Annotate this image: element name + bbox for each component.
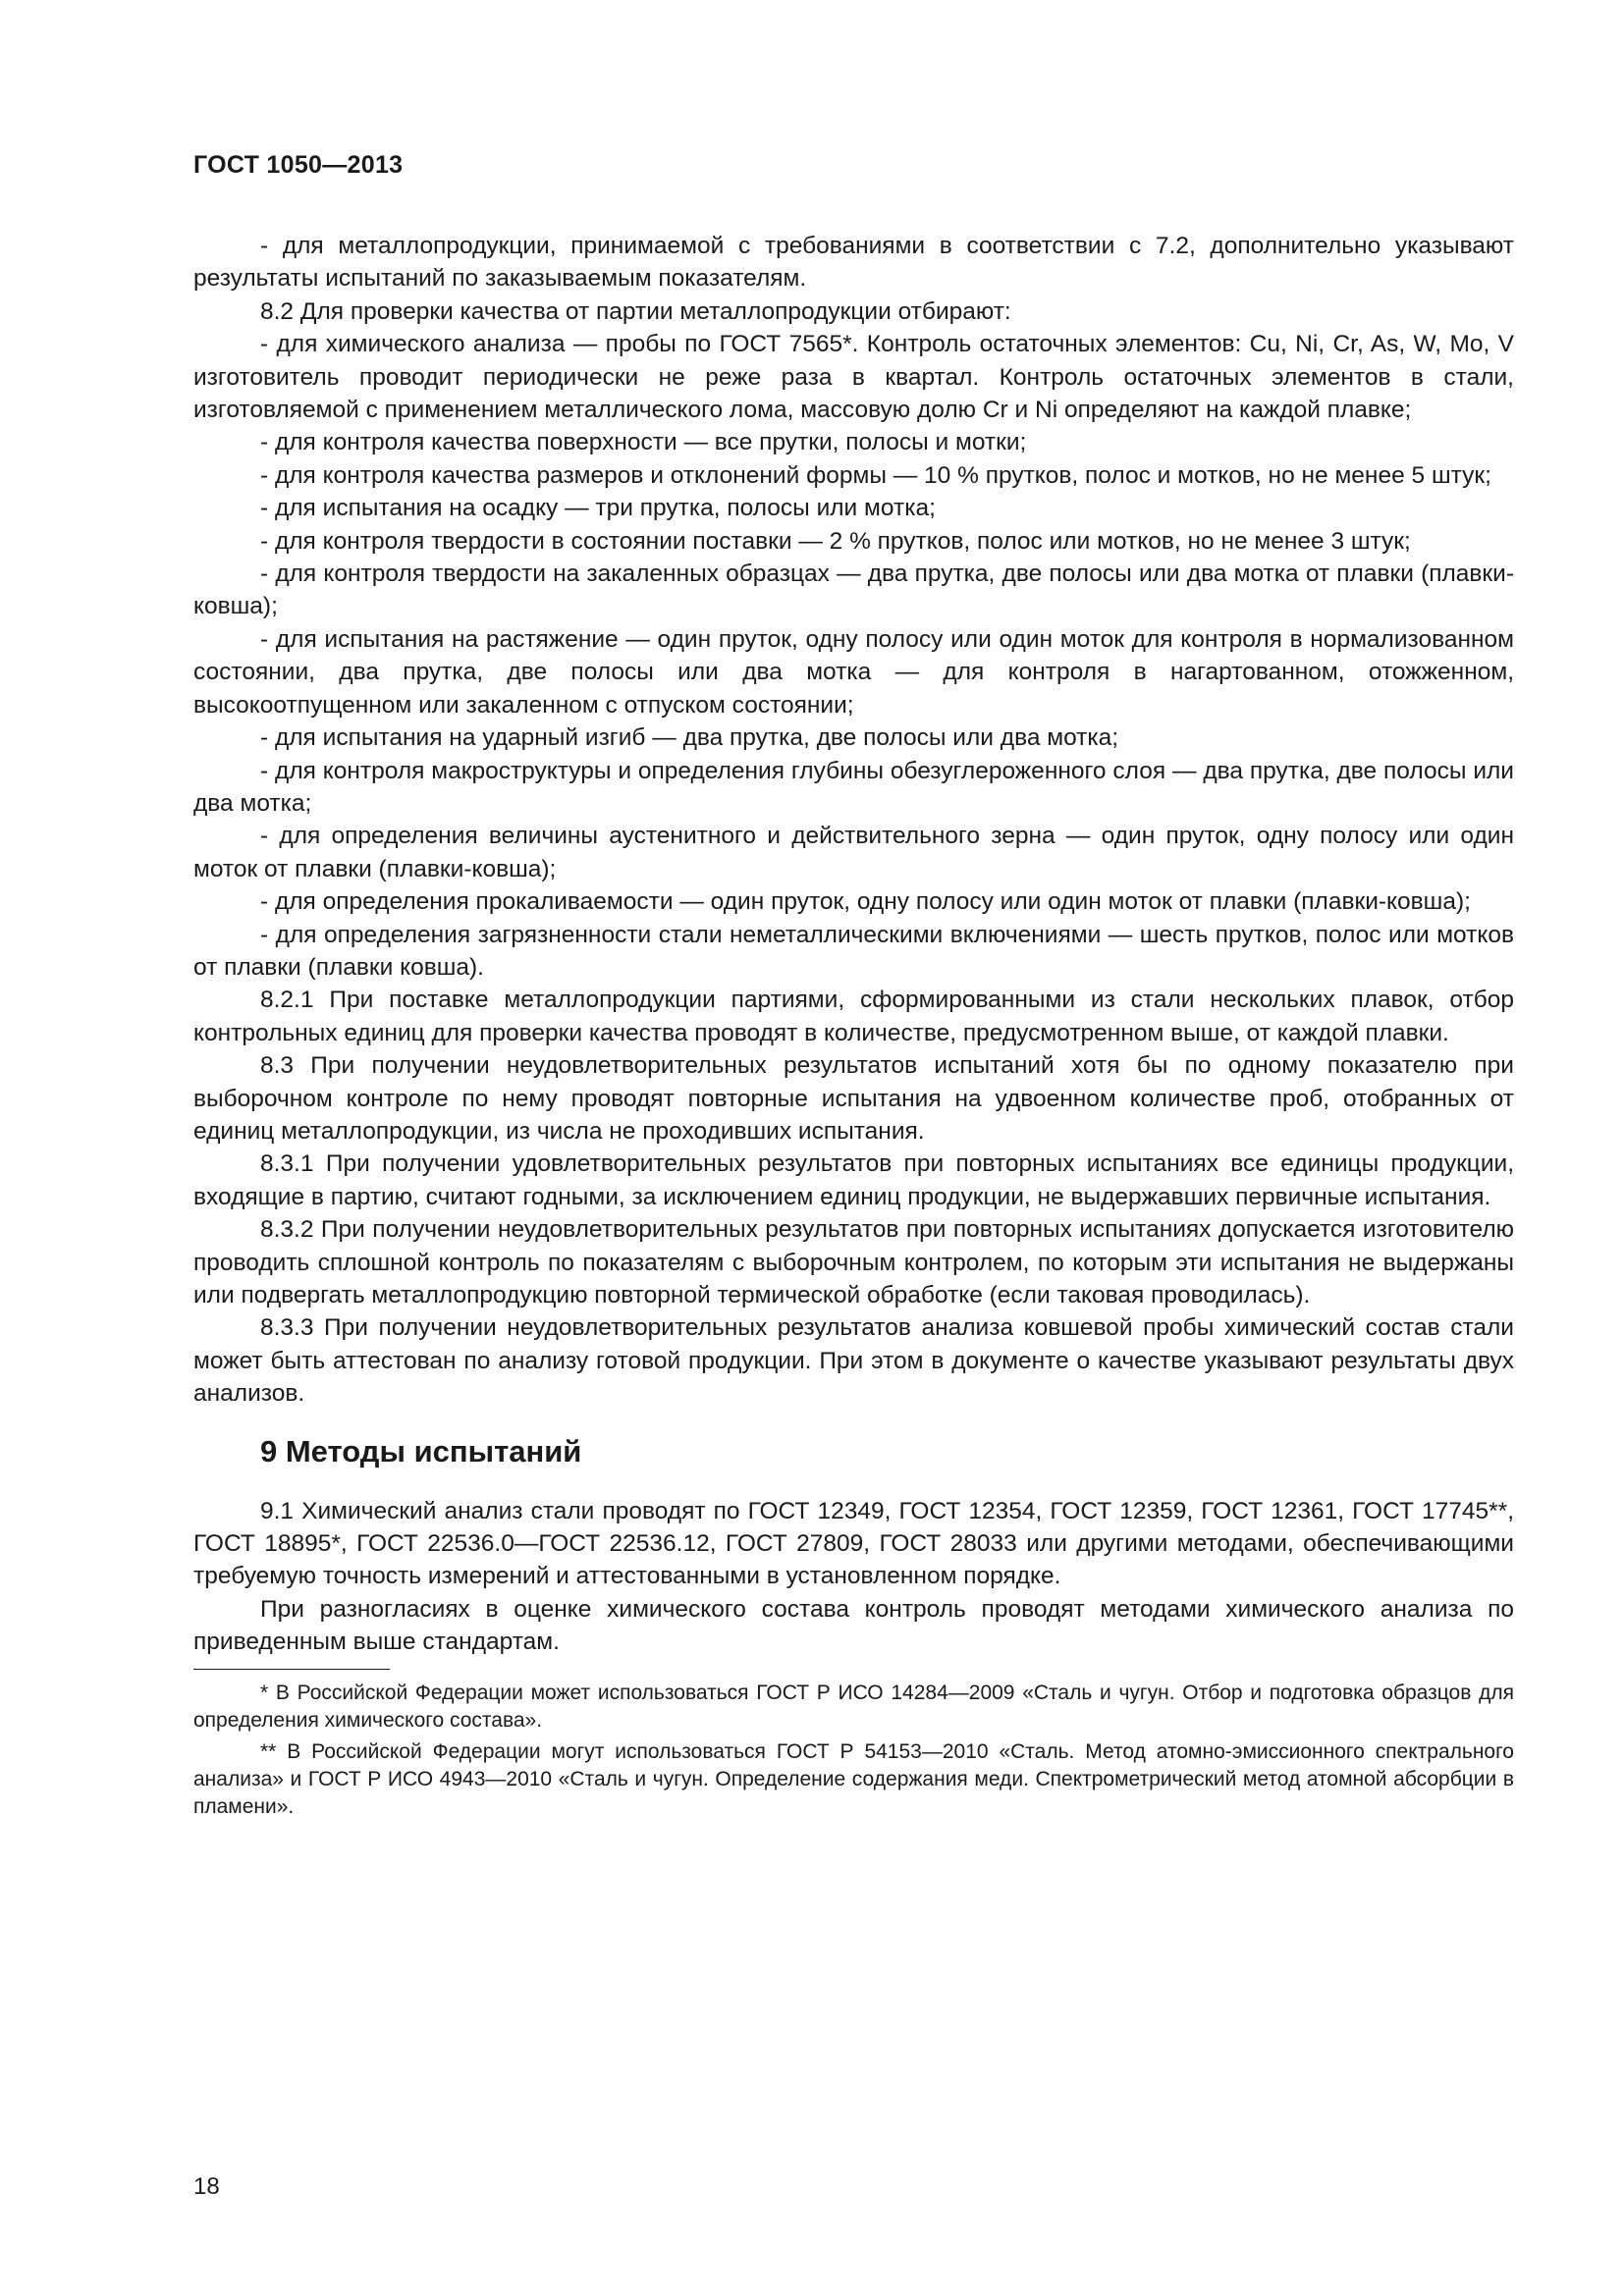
paragraph-8-2: 8.2 Для проверки качества от партии металлопродукции отбирают: — [260, 297, 1011, 325]
list-item-grain-size: - для определения величины аустенитного и действительного зерна — один пруток, одну полосу или один моток от плавки (плавки-ковша); — [193, 823, 1514, 882]
document-header-code: ГОСТ 1050—2013 — [193, 151, 404, 179]
document-body — [193, 230, 1514, 1825]
footnotes — [193, 1680, 1514, 1821]
footnote-divider — [193, 1669, 390, 1670]
list-item-surface-quality: - для контроля качества поверхности — все прутки, полосы и мотки; — [260, 429, 1027, 456]
paragraph-8-3: 8.3 При получении неудовлетворительных результатов испытаний хотя бы по одному показателю при выборочном контроле по нему проводят повторные испытания на удвоенном количестве проб, отобранных от единиц металлопродукции, из числа не проходивших испытания. — [193, 1052, 1514, 1145]
paragraph-8-2-1: 8.2.1 При поставке металлопродукции партиями, сформированными из стали нескольких плавок, отбор контрольных единиц для проверки качества проводят в количестве, предусмотренном выше, от каждой плавки. — [193, 987, 1514, 1046]
paragraph-disagreements: При разногласиях в оценке химического состава контроль проводят методами химического анализа по приведенным выше стандартам. — [193, 1595, 1514, 1656]
section-heading-test-methods: 9 Методы испытаний — [260, 1433, 582, 1468]
list-item-dimensions: - для контроля качества размеров и отклонений формы — 10 % прутков, полос и мотков, но не менее 5 штук; — [260, 461, 1491, 489]
list-item-upsetting: - для испытания на осадку — три прутка, полосы или мотка; — [260, 495, 936, 522]
list-item-chemical-analysis: - для химического анализа — пробы по ГОСТ 7565*. Контроль остаточных элементов: Cu, Ni, Cr, As, W, Mo, V изготовитель проводит периодически не реже раза в квартал. Контроль остаточных элементов в стали, изготовляемой с применением металлического лома, массовую долю Cr и Ni определяют на каждой плавке; — [193, 331, 1514, 424]
list-item-tensile: - для испытания на растяжение — один пруток, одну полосу или один моток для контроля в нормализованном состоянии, два прутка, две полосы или два мотка — для контроля в нагартованном, отожженном, высокоотпущенном или закаленном с отпуском состоянии; — [193, 625, 1514, 719]
list-item-macrostructure: - для контроля макроструктуры и определения глубины обезуглероженного слоя — два прутка, две полосы или два мотка; — [193, 757, 1514, 817]
paragraph-8-3-2: 8.3.2 При получении неудовлетворительных результатов при повторных испытаниях допускается изготовителю проводить сплошной контроль по показателям с выборочным контролем, по которым эти испытания не выдержаны или подвергать металлопродукцию повторной термической обработке (если таковая проводилась). — [193, 1216, 1514, 1308]
paragraph-7-2-results: - для металлопродукции, принимаемой с требованиями в соответствии с 7.2, дополнительно указывают результаты испытаний по заказываемым показателям. — [193, 233, 1514, 293]
paragraph-9-1: 9.1 Химический анализ стали проводят по ГОСТ 12349, ГОСТ 12354, ГОСТ 12359, ГОСТ 12361, ГОСТ 17745**, ГОСТ 18895*, ГОСТ 22536.0—ГОСТ 22536.12, ГОСТ 27809, ГОСТ 28033 или другими методами, обеспечивающими требуемую точность измерений и аттестованными в установленном порядке. — [193, 1497, 1514, 1590]
list-item-inclusions: - для определения загрязненности стали неметаллическими включениями — шесть прутков, полос или мотков от плавки (плавки ковша). — [193, 921, 1514, 981]
list-item-hardness-quenched: - для контроля твердости на закаленных образцах — два прутка, две полосы или два мотка от плавки (плавки-ковша); — [193, 561, 1514, 620]
footnote-single-asterisk: * В Российской Федерации может использоваться ГОСТ Р ИСО 14284—2009 «Сталь и чугун. Отбор и подготовка образцов для определения химического состава». — [193, 1681, 1514, 1732]
paragraph-8-3-3: 8.3.3 При получении неудовлетворительных результатов анализа ковшевой пробы химический состав стали может быть аттестован по анализу готовой продукции. При этом в документе о качестве указывают результаты двух анализов. — [193, 1314, 1514, 1408]
page-number: 18 — [193, 2173, 220, 2200]
list-item-hardenability: - для определения прокаливаемости — один пруток, одну полосу или один моток от плавки (плавки-ковша); — [260, 888, 1471, 916]
footnote-double-asterisk: ** В Российской Федерации могут использоваться ГОСТ Р 54153—2010 «Сталь. Метод атомно-эмиссионного спектрального анализа» и ГОСТ Р ИСО 4943—2010 «Сталь и чугун. Определение содержания меди. Спектрометрический метод атомной абсорбции в пламени». — [193, 1739, 1514, 1818]
paragraph-8-3-1: 8.3.1 При получении удовлетворительных результатов при повторных испытаниях все единицы продукции, входящие в партию, считают годными, за исключением единиц продукции, не выдержавших первичные испытания. — [193, 1150, 1514, 1210]
list-item-hardness-delivery: - для контроля твердости в состоянии поставки — 2 % прутков, полос или мотков, но не менее 3 штук; — [260, 527, 1411, 555]
list-item-impact: - для испытания на ударный изгиб — два прутка, две полосы или два мотка; — [260, 724, 1119, 752]
